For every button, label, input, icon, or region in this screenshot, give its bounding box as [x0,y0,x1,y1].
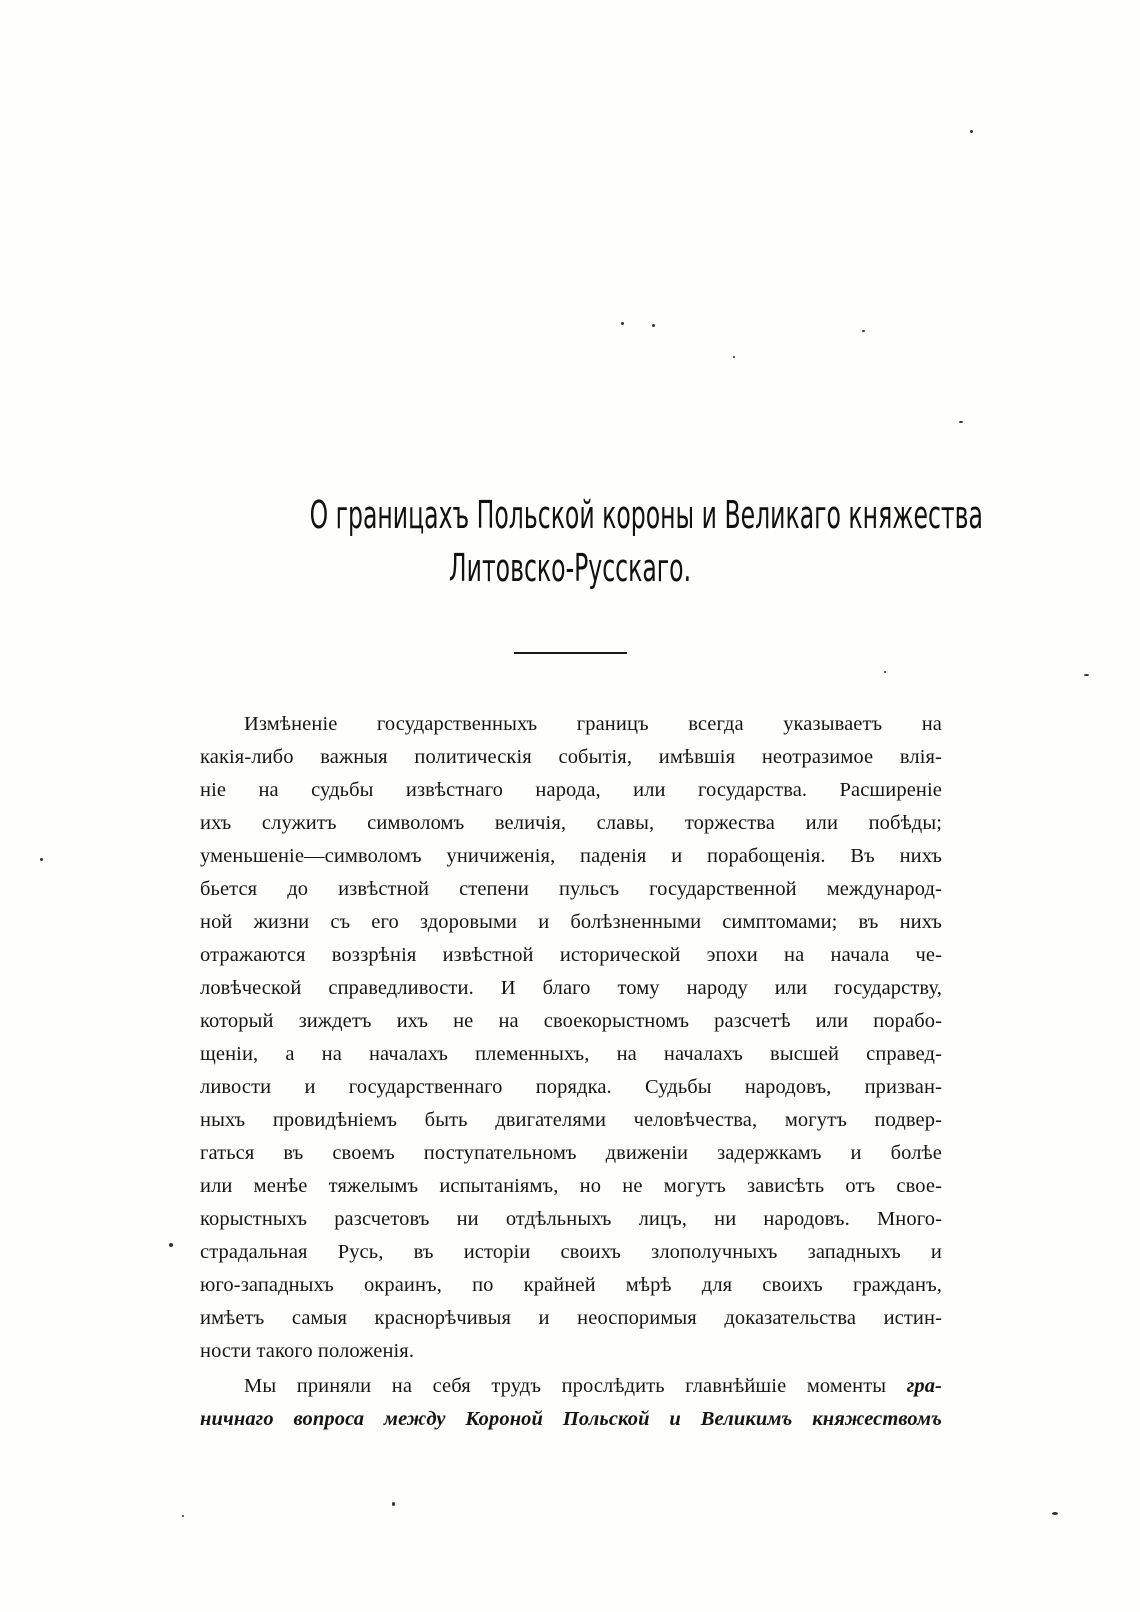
paragraph-1-line: ихъ служитъ символомъ величія, славы, торжества или побѣды; [200,812,942,834]
paragraph-1-line: бьется до извѣстной степени пульсъ государственной международ- [200,878,942,900]
paragraph-1-line: отражаются воззрѣнія извѣстной исторической эпохи на начала че- [200,944,942,966]
paragraph-1 [200,708,942,1368]
scan-speck [182,1515,184,1517]
paragraph-2-line-1-regular: Мы приняли на себя трудъ прослѣдить главнѣйшіе моменты [244,1375,887,1397]
paragraph-1-line: имѣетъ самыя краснорѣчивыя и неоспоримыя доказательства истин- [200,1307,942,1329]
paragraph-1-line: ной жизни съ его здоровыми и болѣзненными симптомами; въ нихъ [200,911,942,933]
scan-speck [862,330,865,332]
scan-speck [392,1502,395,1506]
paragraph-2-line-2: ничнаго вопроса между Короной Польской и Великимъ княжествомъ [200,1408,942,1430]
scan-speck [652,324,655,327]
scan-speck [733,356,735,358]
paragraph-1-line: ливости и государственнаго порядка. Судьбы народовъ, призван- [200,1076,942,1098]
scan-speck [970,130,973,133]
chapter-title-line-1: О границахъ Польской короны и Великаго княжества [309,493,983,537]
paragraph-1-line: юго-западныхъ окраинъ, по крайней мѣрѣ для своихъ гражданъ, [200,1274,942,1296]
title-separator-rule [514,652,627,654]
paragraph-1-line: который зиждетъ ихъ не на своекорыстномъ разсчетѣ или порабо- [200,1010,942,1032]
paragraph-1-line: уменьшеніе—символомъ уничиженія, паденія и порабощенія. Въ нихъ [200,845,942,867]
paragraph-2 [200,1370,942,1436]
paragraph-2-line-1-italic: гра- [906,1375,942,1397]
scan-speck [40,858,43,861]
paragraph-1-line: гаться въ своемъ поступательномъ движеніи задержкамъ и болѣе [200,1142,942,1164]
paragraph-1-line: ности такого положенія. [200,1340,415,1362]
scan-speck [884,671,886,673]
paragraph-1-line: какія-либо важныя политическія событія, имѣвшія неотразимое влія- [200,746,942,768]
paragraph-1-line: страдальная Русь, въ исторіи своихъ злополучныхъ западныхъ и [200,1241,942,1263]
body-text [200,708,942,1436]
scan-speck [1052,1512,1058,1515]
paragraph-1-line: или менѣе тяжелымъ испытаніямъ, но не могутъ зависѣть отъ свое- [200,1175,942,1197]
scan-speck [1084,674,1089,676]
scan-speck [959,421,963,423]
scan-speck [169,1243,173,1247]
paragraph-1-line: ніе на судьбы извѣстнаго народа, или государства. Расширеніе [200,779,942,801]
paragraph-1-line: ныхъ провидѣніемъ быть двигателями человѣчества, могутъ подвер- [200,1109,942,1131]
scan-speck [621,322,624,325]
chapter-title-line-2: Литовско-Русскаго. [448,546,692,590]
paragraph-2-line-1 [200,1370,942,1403]
paragraph-1-line: корыстныхъ разсчетовъ ни отдѣльныхъ лицъ, ни народовъ. Много- [200,1208,942,1230]
paragraph-1-line: щеніи, а на началахъ племенныхъ, на началахъ высшей справед- [200,1043,942,1065]
paragraph-1-line: ловѣческой справедливости. И благо тому народу или государству, [200,977,942,999]
paragraph-1-line: Измѣненіе государственныхъ границъ всегда указываетъ на [244,713,942,735]
